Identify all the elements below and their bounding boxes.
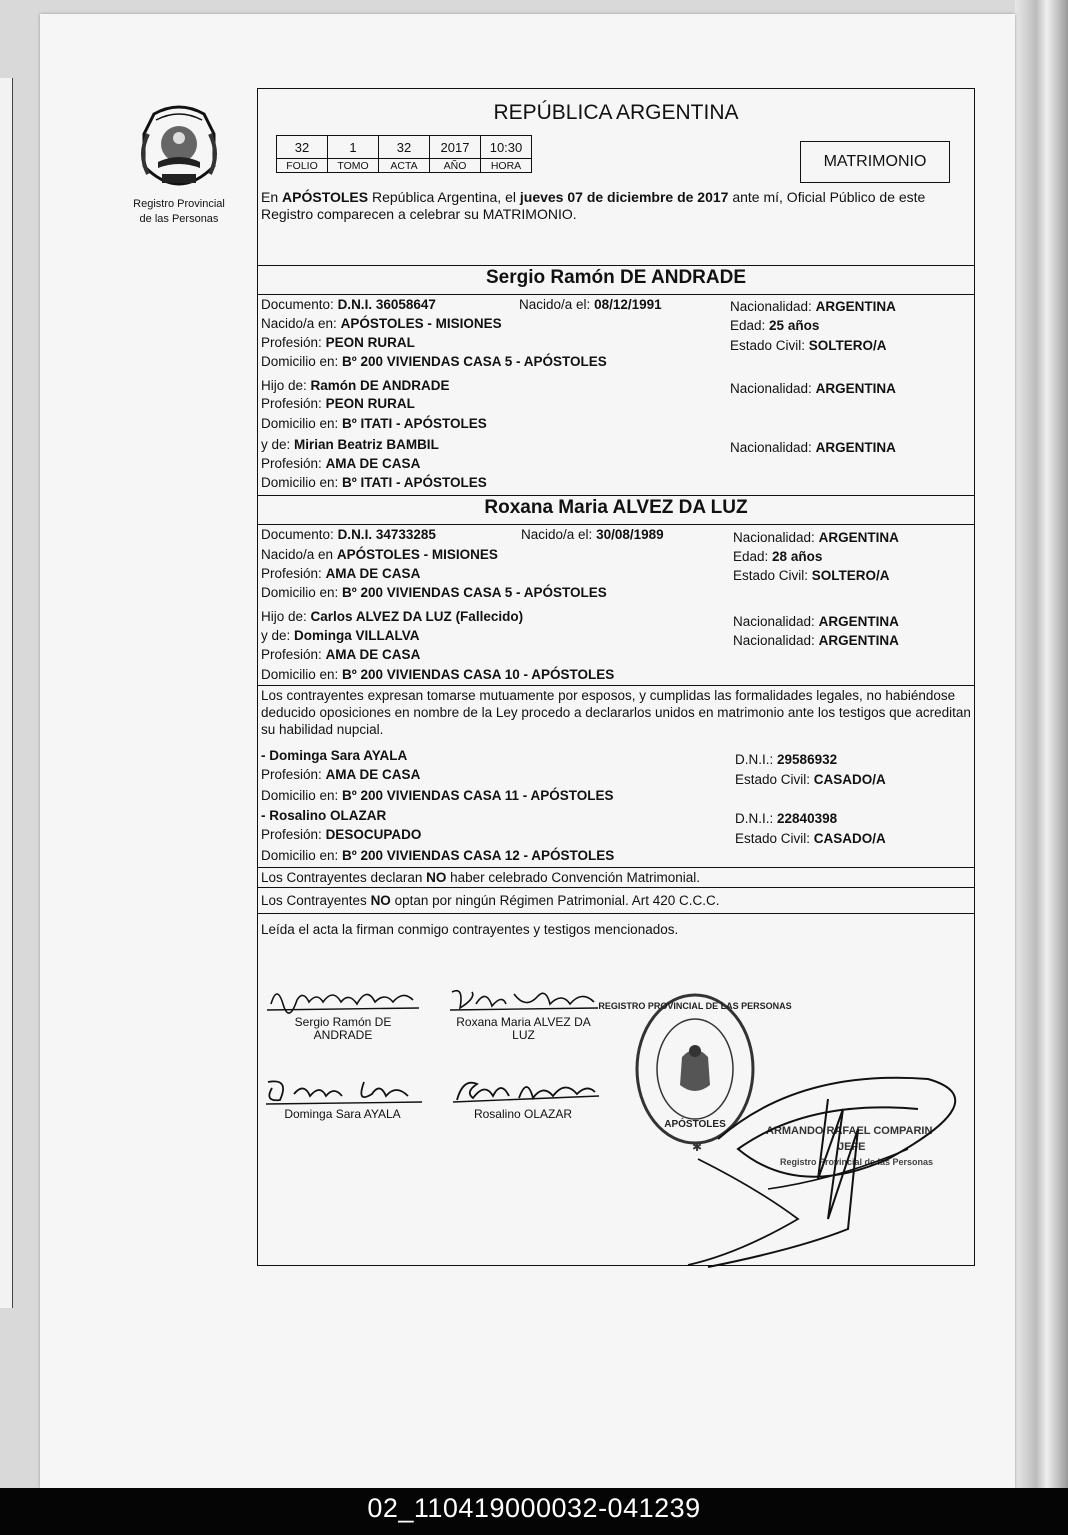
value: Carlos ALVEZ DA LUZ [310, 609, 452, 624]
groom-age [730, 317, 819, 334]
label: Hijo de: [261, 378, 307, 393]
label: Nacido/a en: [261, 316, 337, 331]
divider [258, 495, 974, 496]
svg-text:✱: ✱ [692, 1140, 703, 1154]
label: Domicilio en: [261, 667, 339, 682]
value: PEON RURAL [325, 335, 415, 350]
witness-1-signature-name: Dominga Sara AYALA [284, 1107, 401, 1121]
bride-parents-address [261, 666, 614, 683]
bride-signature-name-2: LUZ [512, 1028, 535, 1042]
witness-2-name: - Rosalino OLAZAR [261, 808, 387, 823]
value: CASADO/A [813, 831, 886, 846]
label: Profesión: [261, 767, 322, 782]
label: Nacionalidad: [730, 440, 812, 455]
groom-name: Sergio Ramón DE ANDRADE [485, 267, 747, 288]
value: Bº 200 VIVIENDAS CASA 12 - APÓSTOLES [342, 848, 615, 863]
label: y de: [261, 628, 291, 643]
certificate-form [257, 88, 975, 1266]
witness-1-name: - Dominga Sara AYALA [261, 748, 408, 763]
intro-text-2: República Argentina, el [368, 189, 520, 205]
country-title: REPÚBLICA ARGENTINA [493, 101, 739, 124]
groom-signature-scribble [263, 982, 423, 1016]
value: Bº 200 VIVIENDAS CASA 5 - APÓSTOLES [342, 354, 607, 369]
officer-signature-scribble [678, 1039, 978, 1269]
bride-mother [261, 627, 420, 644]
label: Profesión: [261, 335, 322, 350]
groom-profession [261, 334, 415, 351]
groom-nationality [730, 298, 896, 315]
value: ARGENTINA [815, 440, 896, 455]
intro-text-3: ante mí, Oficial Público de este Registro comparecen a celebrar su MATRIMONIO. [261, 189, 926, 222]
seal-top-text: REGISTRO PROVINCIAL DE LAS PERSONAS [598, 1001, 792, 1011]
label: Nacionalidad: [730, 299, 812, 314]
groom-signature [263, 982, 423, 1042]
value: ARGENTINA [818, 614, 899, 629]
groom-address [261, 353, 607, 370]
value: APÓSTOLES - MISIONES [336, 547, 498, 562]
label: Nacionalidad: [733, 614, 815, 629]
adjacent-sheet [0, 78, 13, 1308]
value: 08/12/1991 [594, 297, 662, 312]
value: ARGENTINA [815, 299, 896, 314]
province-logo [124, 104, 234, 226]
groom-birth-date [519, 296, 662, 313]
note: (Fallecido) [451, 609, 524, 624]
bride-age [733, 548, 822, 565]
groom-signature-name-1: Sergio Ramón DE [294, 1015, 392, 1029]
value: D.N.I. 36058647 [337, 297, 436, 312]
label: Domicilio en: [261, 585, 339, 600]
officer-title: JEFE [838, 1141, 866, 1153]
witness-1-civil-status [735, 771, 886, 788]
emphasis: NO [370, 893, 391, 908]
tomo-label: TOMO [328, 159, 379, 173]
label: Edad: [733, 549, 769, 564]
label: D.N.I.: [735, 752, 774, 767]
divider [258, 887, 974, 888]
intro-date: jueves 07 de diciembre de 2017 [519, 189, 729, 205]
folio-label: FOLIO [277, 159, 328, 173]
scan-footer-code: 02_110419000032-041239 [0, 1488, 1068, 1535]
value: APÓSTOLES - MISIONES [340, 316, 502, 331]
witness-2-signature [443, 1074, 603, 1121]
witness-2-signature-scribble [443, 1074, 603, 1108]
year-label: AÑO [430, 159, 481, 173]
divider [258, 524, 974, 525]
acta-value: 32 [379, 136, 430, 159]
emphasis: NO [426, 870, 447, 885]
time-label: HORA [481, 159, 532, 173]
coat-of-arms-icon [134, 104, 224, 196]
year-value: 2017 [430, 136, 481, 159]
logo-label-2: de las Personas [139, 213, 219, 225]
value: Bº ITATI - APÓSTOLES [342, 475, 487, 490]
text: Los Contrayentes declaran [261, 870, 427, 885]
divider [258, 294, 974, 295]
groom-father-address [261, 415, 487, 432]
intro-paragraph [261, 189, 973, 223]
document-page [40, 14, 1015, 1488]
officer-office: Registro Provincial de las Personas [780, 1157, 934, 1167]
value: 25 años [769, 318, 820, 333]
label: Domicilio en: [261, 475, 339, 490]
convention-statement [261, 869, 700, 886]
bride-father [261, 608, 523, 625]
value: Bº ITATI - APÓSTOLES [342, 416, 487, 431]
witness-1-profession [261, 766, 420, 783]
bride-birthplace [261, 546, 498, 563]
label: Nacionalidad: [730, 381, 812, 396]
witness-2-civil-status [735, 830, 886, 847]
witness-2-profession [261, 826, 421, 843]
label: Domicilio en: [261, 354, 339, 369]
registry-table [276, 135, 532, 173]
witness-1-signature [260, 1074, 425, 1121]
bride-father-nationality [733, 613, 899, 630]
bride-document [261, 526, 436, 543]
bride-name: Roxana Maria ALVEZ DA LUZ [484, 497, 748, 518]
label: Profesión: [261, 396, 322, 411]
bride-signature-scribble [446, 982, 601, 1016]
folio-value: 32 [277, 136, 328, 159]
value: ARGENTINA [815, 381, 896, 396]
label: Edad: [730, 318, 766, 333]
groom-birthplace [261, 315, 502, 332]
value: SOLTERO/A [808, 338, 887, 353]
tomo-value: 1 [328, 136, 379, 159]
intro-place: APÓSTOLES [282, 189, 369, 205]
intro-text-1: En [261, 189, 283, 205]
label: Profesión: [261, 827, 322, 842]
witness-1-dni [735, 751, 837, 768]
label: y de: [261, 437, 291, 452]
seal-city-text: APÓSTOLES [664, 1119, 726, 1130]
value: D.N.I. 34733285 [337, 527, 436, 542]
label: Estado Civil: [735, 831, 811, 846]
value: Mirian Beatriz BAMBIL [294, 437, 439, 452]
closing-text: Leída el acta la firman conmigo contrayentes y testigos mencionados. [261, 922, 679, 937]
text: Los Contrayentes [261, 893, 371, 908]
groom-father-profession [261, 395, 415, 412]
witness-2-address [261, 847, 614, 864]
groom-father [261, 377, 450, 394]
label: Estado Civil: [733, 568, 809, 583]
value: DESOCUPADO [325, 827, 422, 842]
value: ARGENTINA [818, 633, 899, 648]
divider [258, 913, 974, 914]
value: AMA DE CASA [325, 456, 421, 471]
label: Nacido/a el: [519, 297, 591, 312]
witness-1-signature-scribble [260, 1074, 425, 1108]
text: haber celebrado Convención Matrimonial. [446, 870, 700, 885]
record-type-box: MATRIMONIO [800, 141, 950, 183]
text: optan por ningún Régimen Patrimonial. Art 420 C.C.C. [390, 893, 720, 908]
value: PEON RURAL [325, 396, 415, 411]
groom-mother-nationality [730, 439, 896, 456]
value: SOLTERO/A [811, 568, 890, 583]
page-stack-edge [1015, 0, 1068, 1488]
acta-label: ACTA [379, 159, 430, 173]
value: 28 años [772, 549, 823, 564]
witness-1-address [261, 787, 614, 804]
label: Nacionalidad: [733, 530, 815, 545]
groom-mother-profession [261, 455, 420, 472]
value: Bº 200 VIVIENDAS CASA 5 - APÓSTOLES [342, 585, 607, 600]
witness-2-dni [735, 810, 837, 827]
label: Estado Civil: [735, 772, 811, 787]
value: Dominga VILLALVA [294, 628, 420, 643]
groom-father-nationality [730, 380, 896, 397]
label: D.N.I.: [735, 811, 774, 826]
bride-nationality [733, 529, 899, 546]
divider [258, 867, 974, 868]
value: 22840398 [777, 811, 838, 826]
logo-label-1: Registro Provincial [133, 198, 225, 210]
label: Profesión: [261, 566, 322, 581]
label: Nacido/a en [261, 547, 334, 562]
label: Profesión: [261, 647, 322, 662]
time-value: 10:30 [481, 136, 532, 159]
label: Documento: [261, 297, 334, 312]
value: 29586932 [777, 752, 838, 767]
label: Profesión: [261, 456, 322, 471]
divider [258, 685, 974, 686]
bride-civil-status [733, 567, 890, 584]
officer-name: ARMANDO RAFAEL COMPARIN [766, 1125, 933, 1137]
divider [258, 265, 974, 266]
value: AMA DE CASA [325, 767, 421, 782]
bride-profession [261, 565, 420, 582]
value: Bº 200 VIVIENDAS CASA 10 - APÓSTOLES [342, 667, 615, 682]
value: Bº 200 VIVIENDAS CASA 11 - APÓSTOLES [342, 788, 614, 803]
bride-signature-name-1: Roxana Maria ALVEZ DA [456, 1015, 591, 1029]
groom-civil-status [730, 337, 887, 354]
label: Domicilio en: [261, 416, 339, 431]
regime-statement [261, 892, 720, 909]
label: Hijo de: [261, 609, 307, 624]
bride-signature [446, 982, 601, 1042]
value: CASADO/A [813, 772, 886, 787]
groom-mother-address [261, 474, 487, 491]
bride-address [261, 584, 607, 601]
witness-2-signature-name: Rosalino OLAZAR [473, 1107, 573, 1121]
value: 30/08/1989 [596, 527, 664, 542]
declaration-text: Los contrayentes expresan tomarse mutuamente por esposos, y cumplidas las formalidades legales, no habiéndose deducido oposiciones en nombre de la Ley procedo a declararlos unidos en matrimonio ante los testigos que acreditan su habilidad nupcial. [261, 688, 971, 737]
bride-parents-profession [261, 646, 420, 663]
label: Domicilio en: [261, 788, 339, 803]
groom-mother [261, 436, 439, 453]
value: AMA DE CASA [325, 647, 421, 662]
label: Nacido/a el: [521, 527, 593, 542]
groom-document [261, 296, 436, 313]
value: ARGENTINA [818, 530, 899, 545]
value: Ramón DE ANDRADE [310, 378, 450, 393]
bride-birth-date [521, 526, 664, 543]
label: Documento: [261, 527, 334, 542]
label: Nacionalidad: [733, 633, 815, 648]
bride-mother-nationality [733, 632, 899, 649]
groom-signature-name-2: ANDRADE [313, 1028, 373, 1042]
value: AMA DE CASA [325, 566, 421, 581]
label: Estado Civil: [730, 338, 806, 353]
label: Domicilio en: [261, 848, 339, 863]
